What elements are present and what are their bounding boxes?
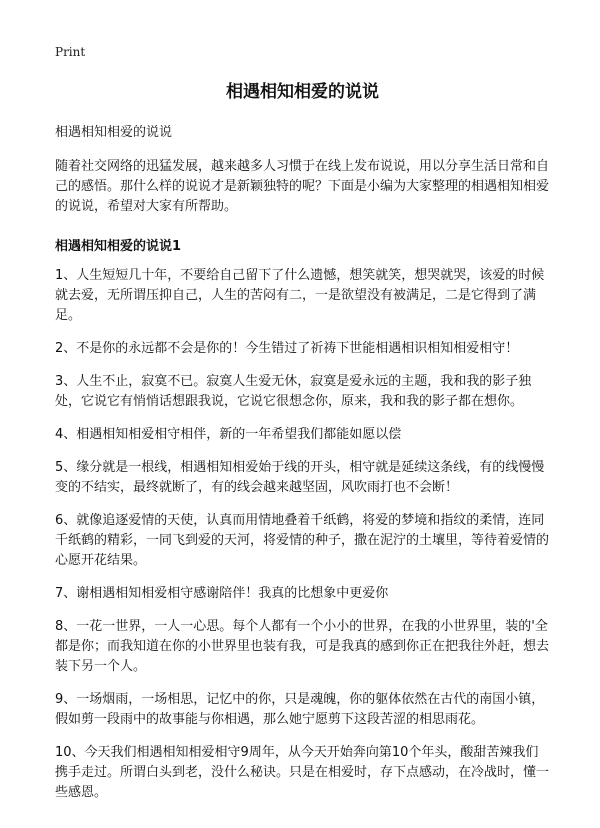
list-item: 2、不是你的永远都不会是你的！今生错过了祈祷下世能相遇相识相知相爱相守！	[55, 341, 519, 356]
section-heading: 相遇相知相爱的说说1	[55, 239, 182, 254]
list-item: 10、今天我们相遇相知相爱相守9周年，从今天开始奔向第10个年头，酸甜苦辣我们携手走过。所谓白头到老，没什么秘诀。只是在相爱时，存下点感动，在冷战时，懂一些感恩。	[55, 745, 550, 800]
list-item: 8、一花一世界，一人一心思。每个人都有一个小小的世界，在我的小世界里，装的'全都是你；而我知道在你的小世界里也装有我，可是我真的感到你正在把我往外赶，想去装下另一个人。	[55, 619, 550, 674]
list-item: 3、人生不止，寂寞不已。寂寞人生爱无休，寂寞是爱永远的主题，我和我的影子独处，它说它有悄悄话想跟我说，它说它很想念你，原来，我和我的影子都在想你。	[55, 374, 532, 409]
list-item: 7、谢相遇相知相爱相守感谢陪伴！我真的比想象中更爱你	[55, 586, 389, 601]
print-link[interactable]: Print	[55, 45, 86, 59]
document-subtitle: 相遇相知相爱的说说	[55, 125, 173, 140]
intro-paragraph: 随着社交网络的迅猛发展，越来越多人习惯于在线上发布说说，用以分享生活日常和自己的感悟。那什么样的说说才是新颖独特的呢？下面是小编为大家整理的相遇相知相爱的说说，希望对大家有所帮助。	[55, 159, 550, 214]
page-title: 相遇相知相爱的说说	[226, 82, 379, 102]
list-item: 5、缘分就是一根线，相遇相知相爱始于线的开头，相守就是延续这条线，有的线慢慢变的不结实，最终就断了，有的线会越来越坚固，风吹雨打也不会断！	[55, 460, 545, 495]
list-item: 6、就像追逐爱情的天使，认真而用情地叠着千纸鹤，将爱的梦境和指纹的柔情，连同千纸鹤的精彩，一同飞到爱的天河，将爱情的种子，撒在泥泞的土壤里，等待着爱情的心愿开花结果。	[55, 513, 550, 568]
list-item: 9、一场烟雨，一场相思，记忆中的你，只是魂魄，你的躯体依然在古代的南国小镇，假如剪一段雨中的故事能与你相遇，那么她宁愿剪下这段苦涩的相思雨花。	[55, 692, 545, 727]
document-body	[55, 77, 550, 816]
list-item: 4、相遇相知相爱相守相伴，新的一年希望我们都能如愿以偿	[55, 427, 402, 442]
list-item: 1、人生短短几十年，不要给自己留下了什么遗憾，想笑就笑，想哭就哭，该爱的时候就去爱，无所谓压抑自己，人生的苦闷有二，一是欲望没有被满足，二是它得到了满足。	[55, 268, 545, 323]
